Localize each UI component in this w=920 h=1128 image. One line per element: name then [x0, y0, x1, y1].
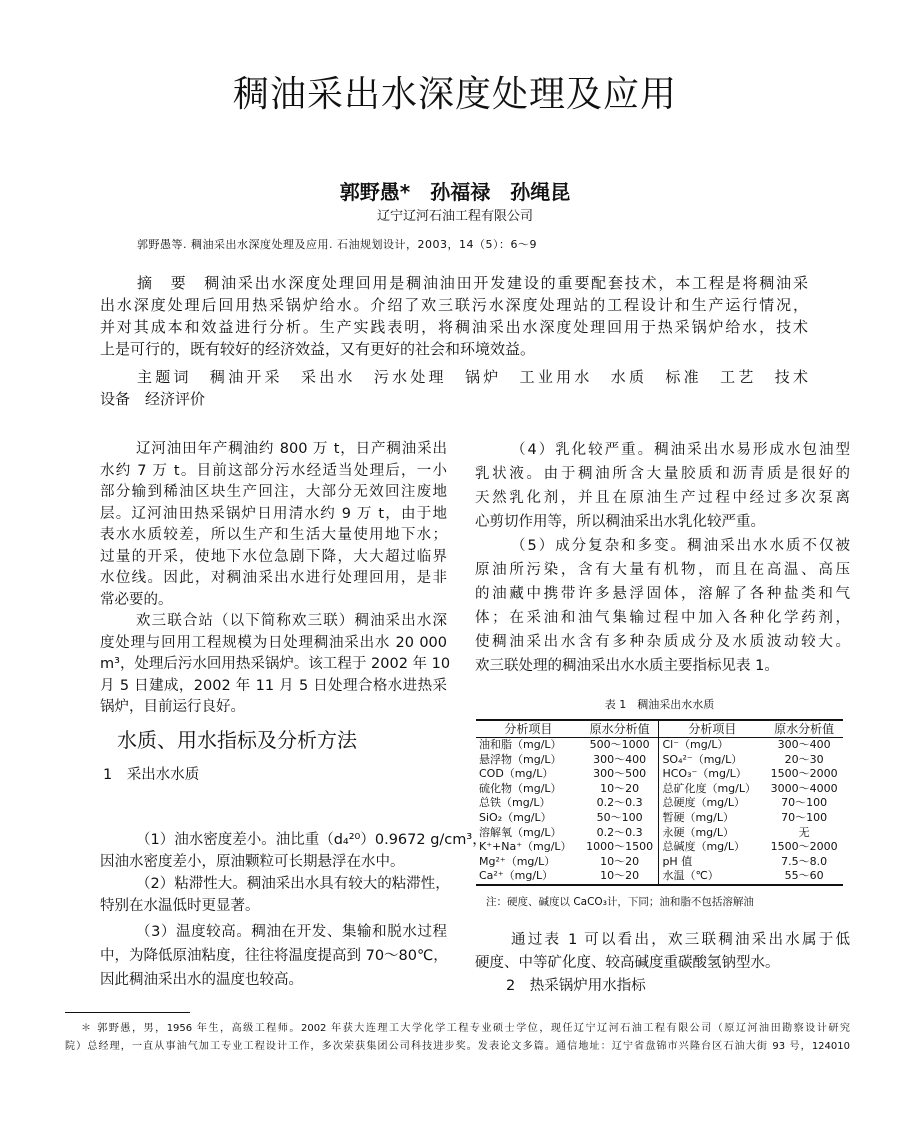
value-cell: 1500～2000 [770, 840, 838, 854]
item-cell: pH 值 [662, 854, 693, 868]
text-line: 过量的开采，使地下水位急剧下降，大大超过临界 [100, 548, 447, 565]
value-cell: 70～100 [781, 796, 828, 810]
value-cell: 20～30 [784, 752, 824, 766]
item-cell: 水温（℃） [662, 869, 719, 883]
value-cell: 0.2～0.3 [581, 796, 659, 811]
text-line: m³，处理后污水回用热采锅炉。该工程于 2002 年 10 [100, 656, 451, 672]
text-line: 通过表 1 可以看出，欢三联稠油采出水属于低 [511, 932, 850, 948]
text-line: 原油所污染，含有大量有机物，而且在高温、高压 [475, 562, 850, 578]
paper-title: 稠油采出水深度处理及应用 [232, 74, 677, 115]
text-line: 欢三联处理的稠油采出水水质主要指标见表 1。 [475, 658, 779, 674]
section-heading: 水质、用水指标及分析方法 [117, 728, 357, 752]
table-row [476, 753, 843, 768]
text-line: 体；在采油和油气集输过程中加入各种化学药剂， [475, 610, 850, 626]
item-3 [100, 920, 447, 992]
value-cell: 1500～2000 [770, 767, 838, 781]
item-cell: 总矿化度（mg/L） [662, 781, 756, 795]
footnote-divider [65, 1012, 190, 1013]
item-cell: SiO₂（mg/L） [479, 810, 552, 824]
item-cell: 悬浮物（mg/L） [479, 752, 562, 766]
header-cell: 原水分析值 [581, 720, 659, 738]
abstract-line: 出水深度处理后回用热采锅炉给水。介绍了欢三联污水深度处理站的工程设计和生产运行情况， [100, 296, 808, 314]
items-4-5 [475, 438, 850, 678]
affiliation: 辽宁辽河石油工程有限公司 [376, 209, 533, 224]
text-line: 乳状液。由于稠油所含大量胶质和沥青质是很好的 [475, 466, 850, 482]
item-cell: 总碱度（mg/L） [662, 840, 745, 854]
item-cell: COD（mg/L） [479, 767, 554, 781]
value-cell: 300～400 [581, 753, 659, 768]
text-line: 常必要的。 [100, 591, 173, 608]
intro-paragraph-1 [100, 439, 451, 719]
item-cell: 总铁（mg/L） [479, 796, 551, 810]
abstract-line: 上是可行的，既有较好的经济效益，又有更好的社会和环境效益。 [100, 340, 536, 358]
text-line: 度处理与回用工程规模为日处理稠油采出水 20 000 [100, 634, 447, 651]
value-cell: 10～20 [581, 855, 659, 870]
item-cell: 溶解氧（mg/L） [479, 825, 562, 839]
table-header-row [476, 720, 843, 738]
text-line: 特别在水温低时更显著。 [100, 898, 260, 914]
water-quality-table [476, 719, 843, 886]
footnote [65, 1020, 850, 1056]
text-line: （5）成分复杂和多变。稠油采出水水质不仅被 [511, 538, 850, 554]
item-cell: HCO₃⁻（mg/L） [662, 767, 747, 781]
text-line: 表水水质较差，所以生产和生活大量使用地下水； [100, 527, 447, 543]
table-row [476, 738, 843, 753]
text-line: 使稠油采出水含有多种杂质成分及水质波动较大。 [475, 634, 850, 650]
text-line: （4）乳化较严重。稠油采出水易形成水包油型 [511, 442, 850, 458]
text-line: 欢三联合站（以下简称欢三联）稠油采出水深 [136, 613, 447, 629]
value-cell: 500～1000 [581, 738, 659, 753]
value-cell: 无 [798, 825, 810, 839]
item-2 [100, 873, 450, 917]
value-cell: 55～60 [784, 869, 824, 883]
table-row [476, 811, 843, 826]
value-cell: 300～500 [581, 767, 659, 782]
item-cell: 硫化物（mg/L） [479, 781, 562, 795]
header-cell: 分析项目 [476, 720, 581, 738]
abstract-line: 并对其成本和效益进行分析。生产实践表明，将稠油采出水深度处理回用于热采锅炉给水，技术 [100, 318, 808, 336]
text-line: 中，为降低原油粘度，往往将温度提高到 70～80℃， [100, 948, 448, 964]
text-line: 月 5 日建成，2002 年 11 月 5 日处理合格水进热采 [100, 677, 447, 694]
header-cell: 分析项目 [659, 720, 765, 738]
table-summary [475, 929, 850, 975]
subheading-1: 1 采出水水质 [103, 767, 200, 783]
abstract-line: 摘 要 稠油采出水深度处理回用是稠油油田开发建设的重要配套技术，本工程是将稠油采 [137, 274, 808, 292]
table-row [476, 826, 843, 841]
value-cell: 1000～1500 [581, 840, 659, 855]
table-row [476, 767, 843, 782]
table-row [476, 855, 843, 870]
text-line: 锅炉，目前运行良好。 [100, 699, 245, 715]
header-cell: 原水分析值 [765, 720, 843, 738]
text-line: （1）油水密度差小。油比重（d₄²⁰）0.9672 g/cm³， [136, 832, 487, 848]
item-cell: 油和脂（mg/L） [479, 738, 562, 751]
text-line: 因此稠油采出水的温度也较高。 [100, 972, 303, 988]
text-line: 水约 7 万 t。目前这部分污水经适当处理后，一小 [100, 462, 447, 479]
table-caption: 表 1 稠油采出水水质 [604, 698, 715, 711]
keywords [100, 366, 808, 410]
text-line: 天然乳化剂，并且在原油生产过程中经过多次泵离 [475, 490, 850, 506]
value-cell: 3000～4000 [770, 781, 838, 795]
value-cell: 300～400 [777, 738, 831, 751]
value-cell: 7.5～8.0 [781, 854, 828, 868]
item-cell: K⁺+Na⁺（mg/L） [479, 840, 572, 854]
value-cell: 10～20 [581, 782, 659, 797]
value-cell: 10～20 [581, 869, 659, 885]
text-line: 心剪切作用等，所以稠油采出水乳化较严重。 [475, 514, 765, 530]
keywords-line: 设备 经济评价 [100, 390, 206, 408]
footnote-line: ＊ 郭野愚，男，1956 年生，高级工程师。2002 年获大连理工大学化学工程专业硕士学位，现任辽宁辽河石油工程有限公司（原辽河油田勘察设计研究 [81, 1023, 850, 1034]
item-cell: Ca²⁺（mg/L） [479, 869, 554, 883]
text-line: 水位线。因此，对稠油采出水进行处理回用，是非 [100, 570, 447, 586]
authors: 郭野愚* 孙福禄 孙绳昆 [339, 180, 571, 204]
table-row [476, 840, 843, 855]
text-line: 辽河油田年产稠油约 800 万 t，日产稠油采出 [136, 441, 447, 457]
text-line: （3）温度较高。稠油在开发、集输和脱水过程 [136, 924, 447, 940]
abstract [100, 272, 808, 360]
item-cell: 暂硬（mg/L） [662, 810, 734, 824]
value-cell: 0.2～0.3 [581, 826, 659, 841]
subheading-2: 2 热采锅炉用水指标 [506, 978, 646, 994]
footnote-line: 院）总经理，一直从事油气加工专业工程设计工作，多次荣获集团公司科技进步奖。发表论文多篇。通信地址：辽宁省盘锦市兴隆台区石油大街 93 号，124010 [65, 1041, 850, 1052]
item-cell: Mg²⁺（mg/L） [479, 854, 556, 868]
table-row [476, 796, 843, 811]
text-line: 的油藏中携带许多悬浮固体，溶解了各种盐类和气 [475, 586, 850, 602]
value-cell: 50～100 [581, 811, 659, 826]
citation: 郭野愚等. 稠油采出水深度处理及应用. 石油规划设计，2003，14（5）：6～9 [137, 238, 537, 251]
table-row [476, 869, 843, 885]
value-cell: 70～100 [781, 810, 828, 824]
text-line: 因油水密度差小，原油颗粒可长期悬浮在水中。 [100, 854, 405, 870]
table-row [476, 782, 843, 797]
item-1 [100, 829, 487, 873]
text-line: 层。辽河油田热采锅炉日用清水约 9 万 t，由于地 [100, 505, 447, 522]
item-cell: Cl⁻（mg/L） [662, 738, 729, 751]
table-note: 注：硬度、碱度以 CaCO₃计，下同；油和脂不包括溶解油 [486, 896, 754, 908]
item-cell: 总硬度（mg/L） [662, 796, 745, 810]
text-line: 硬度、中等矿化度、较高碱度重碳酸氢钠型水。 [475, 955, 780, 971]
item-cell: 永硬（mg/L） [662, 825, 734, 839]
item-cell: SO₄²⁻（mg/L） [662, 752, 743, 766]
text-line: 部分输到稀油区块生产回注，大部分无效回注废地 [100, 484, 447, 500]
keywords-line: 主题词 稠油开采 采出水 污水处理 锅炉 工业用水 水质 标准 工艺 技术 [137, 368, 808, 386]
text-line: （2）粘滞性大。稠油采出水具有较大的粘滞性， [136, 876, 450, 892]
